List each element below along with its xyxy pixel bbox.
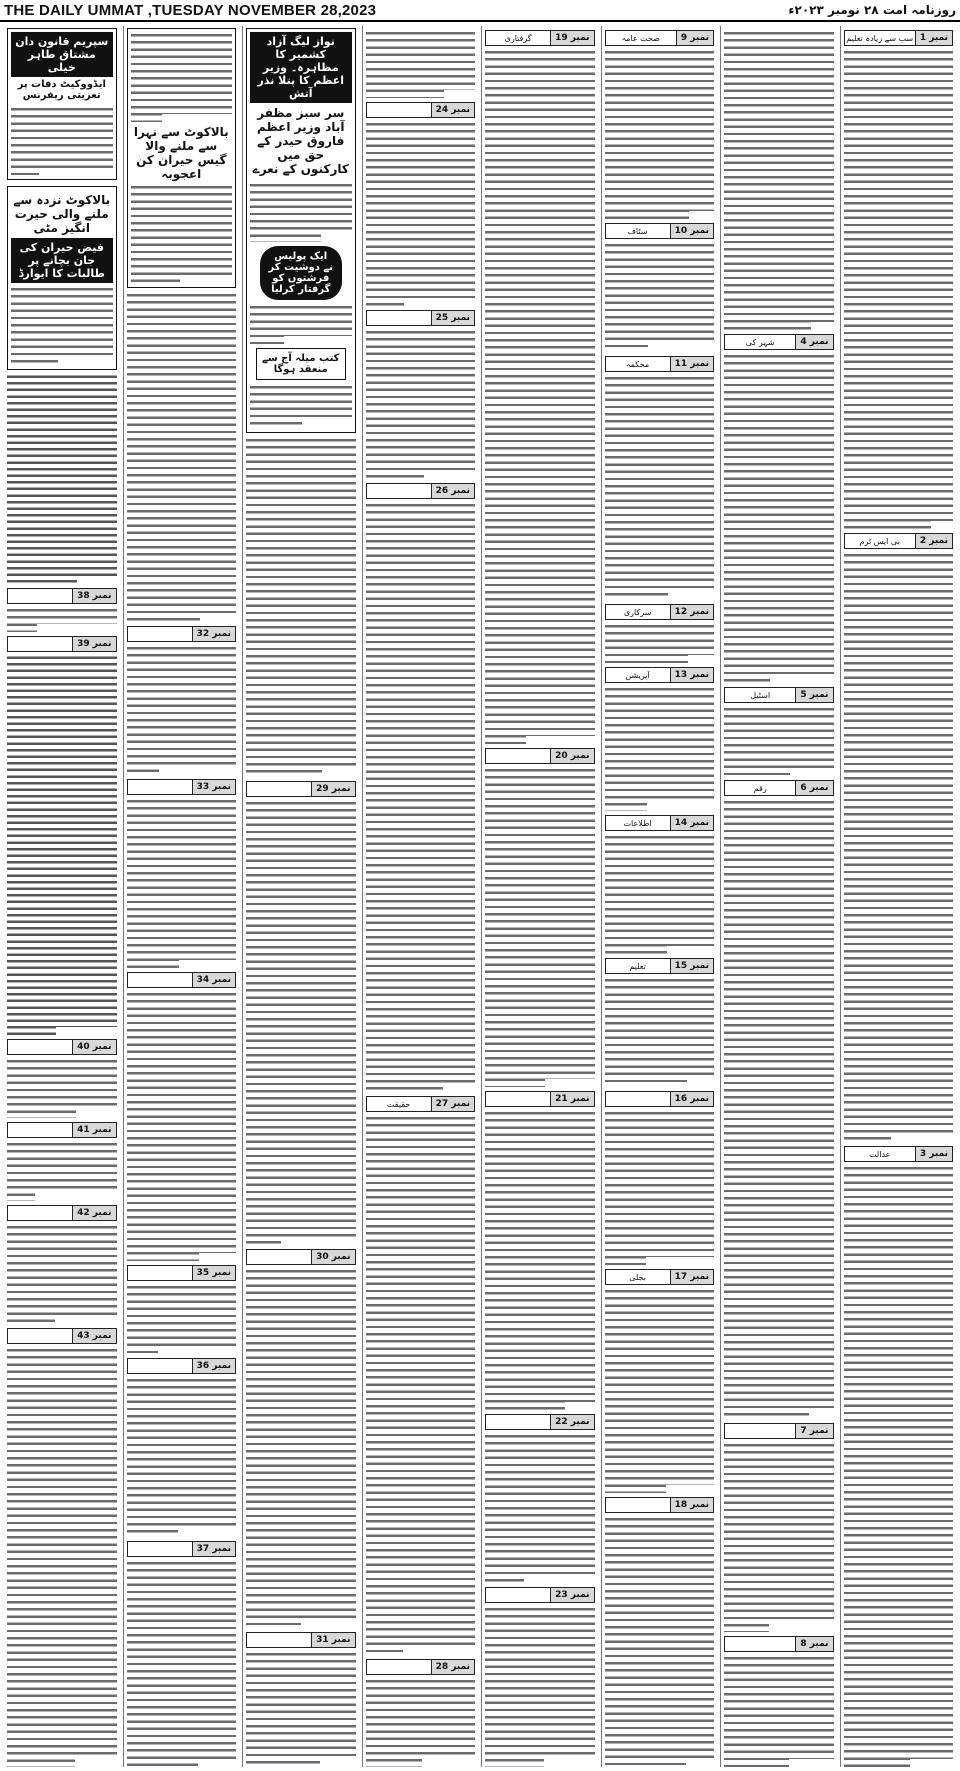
section-header (485, 1091, 595, 1107)
section-subtitle (486, 749, 550, 763)
column-8 (4, 26, 120, 1767)
section-number: نمبر 29 (311, 782, 354, 796)
section-header (605, 958, 715, 974)
article-text (250, 384, 352, 429)
paragraph-end (647, 803, 714, 811)
section-header (7, 1328, 117, 1344)
article-text (724, 799, 834, 1419)
headline-box: کتب میلہ آج سے منعقد ہوگا (256, 348, 346, 380)
section-header (485, 748, 595, 764)
masthead (0, 0, 960, 22)
paragraph-end (37, 624, 117, 632)
headline-block (7, 186, 117, 370)
section-subtitle: رقم (753, 783, 767, 793)
section-number: نمبر 6 (795, 781, 832, 795)
paragraph-end (686, 1759, 714, 1767)
article-text (127, 645, 237, 775)
paragraph-end (646, 1257, 714, 1265)
section-subtitle (367, 103, 431, 117)
paragraph-end (526, 736, 595, 744)
section-header (844, 1146, 954, 1162)
headline-black-banner: نواز لیگ آزاد کشمیر کا مظاہرہ۔ وزیر اعظم کا پتلا نذر آتش (250, 32, 352, 103)
section-header (7, 1039, 117, 1055)
paragraph-end (545, 1079, 594, 1087)
article-text (7, 1058, 117, 1118)
section-number: نمبر 8 (795, 1637, 832, 1651)
section-number: نمبر 23 (550, 1588, 593, 1602)
section-subtitle: سب سے زیادہ تعلیم (846, 33, 914, 43)
headline-subhead: سر سبز مظفر آباد وزیر اعظم فاروق حیدر کے حق میں کارکنوں کے نعرے (252, 106, 349, 176)
headline-block (127, 28, 237, 288)
section-header (366, 102, 476, 118)
section-number: نمبر 42 (72, 1206, 115, 1220)
section-number: نمبر 13 (670, 668, 713, 682)
section-subtitle (8, 1040, 72, 1054)
section-number: نمبر 37 (192, 1542, 235, 1556)
paragraph-end (789, 1759, 834, 1767)
paragraph-end (200, 614, 236, 622)
article-text (250, 304, 352, 344)
section-number: نمبر 38 (72, 589, 115, 603)
english-title: THE DAILY UMMAT ,TUESDAY NOVEMBER 28,2023 (4, 1, 377, 19)
paragraph-end (444, 90, 475, 98)
article-text (844, 552, 954, 1142)
section-header (844, 30, 954, 46)
paragraph-end (422, 1759, 475, 1767)
article-text (724, 353, 834, 683)
article-text (605, 834, 715, 954)
paragraph-end (931, 521, 953, 529)
section-number: نمبر 33 (192, 780, 235, 794)
section-header (7, 1122, 117, 1138)
section-number: نمبر 19 (550, 31, 593, 45)
article-text (127, 991, 237, 1261)
section-number: نمبر 32 (192, 627, 235, 641)
section-header (366, 310, 476, 326)
article-text (246, 800, 356, 1245)
section-number: نمبر 15 (670, 959, 713, 973)
section-number: نمبر 2 (915, 534, 952, 548)
section-number: نمبر 27 (431, 1097, 474, 1111)
article-text (246, 1268, 356, 1628)
section-subtitle: عدالت (868, 1149, 891, 1159)
section-header (127, 1541, 237, 1557)
paragraph-end (770, 675, 834, 683)
section-header (246, 1632, 356, 1648)
paragraph-end (809, 1411, 833, 1419)
paragraph-end (75, 1759, 117, 1767)
paragraph-end (159, 767, 236, 775)
column-7 (123, 26, 240, 1767)
section-subtitle (128, 627, 192, 641)
section-number: نمبر 17 (670, 1270, 713, 1284)
article-text (844, 1165, 954, 1767)
paragraph-end (403, 1647, 475, 1655)
section-subtitle (8, 1206, 72, 1220)
section-number: نمبر 25 (431, 311, 474, 325)
column-6 (242, 26, 359, 1767)
article-text (366, 329, 476, 479)
section-subtitle (247, 1250, 311, 1264)
section-number: نمبر 43 (72, 1329, 115, 1343)
paragraph-end (668, 592, 714, 600)
article-text (127, 292, 237, 622)
section-number: نمبر 26 (431, 484, 474, 498)
paragraph-end (162, 114, 232, 122)
article-text (366, 1115, 476, 1655)
urdu-title: روزنامہ امت ۲۸ نومبر ۲۰۲۳ء (788, 3, 956, 17)
section-subtitle (486, 1588, 550, 1602)
section-number: نمبر 24 (431, 103, 474, 117)
article-text (605, 623, 715, 663)
section-header (724, 780, 834, 796)
newspaper-page (4, 26, 956, 1767)
section-number: نمبر 1 (915, 31, 952, 45)
article-text (605, 1288, 715, 1493)
section-header (127, 1265, 237, 1281)
headline-center: بالاکوٹ سے نہرا سے ملنے والا گیس حیران کن اعجوبہ (133, 125, 229, 181)
section-subtitle (8, 637, 72, 651)
article-text (7, 1347, 117, 1767)
section-subtitle (367, 1660, 431, 1674)
paragraph-end (77, 576, 116, 584)
article-text (605, 49, 715, 219)
article-text (127, 1284, 237, 1354)
section-subtitle (606, 1498, 670, 1512)
paragraph-end (199, 1253, 236, 1261)
article-text (485, 1433, 595, 1583)
column-3 (601, 26, 718, 1767)
section-number: نمبر 10 (670, 224, 713, 238)
paragraph-end (179, 960, 236, 968)
section-header (605, 30, 715, 46)
article-text (605, 1110, 715, 1265)
section-subtitle (486, 1415, 550, 1429)
paragraph-end (524, 1575, 594, 1583)
paragraph-end (565, 1402, 595, 1410)
article-text (11, 286, 113, 366)
section-header (127, 972, 237, 988)
paragraph-end (55, 1316, 116, 1324)
section-header (127, 1358, 237, 1374)
paragraph-end (443, 1084, 475, 1092)
section-number: نمبر 9 (676, 31, 713, 45)
paragraph-end (891, 1134, 953, 1142)
paragraph-end (178, 1529, 236, 1537)
section-subtitle: سرکاری (623, 607, 652, 617)
section-subtitle (606, 1092, 670, 1106)
section-header (605, 1497, 715, 1513)
section-subtitle: آپریشن (625, 670, 650, 680)
section-header (246, 781, 356, 797)
section-subtitle (128, 973, 192, 987)
section-number: نمبر 41 (72, 1123, 115, 1137)
section-header (7, 1205, 117, 1221)
article-text (724, 1655, 834, 1767)
section-number: نمبر 34 (192, 973, 235, 987)
section-header (7, 588, 117, 604)
article-text (250, 182, 352, 242)
column-1 (840, 26, 957, 1767)
section-subtitle (367, 484, 431, 498)
article-text (724, 30, 834, 330)
paragraph-end (424, 471, 475, 479)
section-header (724, 1636, 834, 1652)
paragraph-end (158, 1346, 236, 1354)
section-header (605, 1269, 715, 1285)
section-number: نمبر 39 (72, 637, 115, 651)
article-text (366, 1678, 476, 1767)
section-header (724, 334, 834, 350)
article-text (7, 655, 117, 1035)
column-2 (720, 26, 837, 1767)
paragraph-end (811, 322, 834, 330)
headline-black-banner: فیض حیران کی جان بچانے پر طالبات کا ایوارڈ (11, 238, 113, 283)
headline-black-banner: سپریم قانون دان مشتاق طاہر خیلی (11, 32, 113, 77)
article-text (127, 798, 237, 968)
article-text (485, 49, 595, 744)
section-header (7, 636, 117, 652)
paragraph-end (322, 769, 356, 777)
article-text (724, 1442, 834, 1632)
article-text (366, 30, 476, 98)
section-subtitle: گرفتاری (504, 33, 532, 43)
section-header (724, 687, 834, 703)
paragraph-end (689, 211, 714, 219)
section-header (366, 483, 476, 499)
headline-subhead: ایڈووکیٹ دفات پر تعزیتی ریفرنس (17, 79, 106, 101)
article-text (131, 32, 233, 122)
section-number: نمبر 7 (795, 1424, 832, 1438)
section-number: نمبر 22 (550, 1415, 593, 1429)
section-header (605, 667, 715, 683)
section-subtitle: تعلیم (629, 961, 646, 971)
section-number: نمبر 31 (311, 1633, 354, 1647)
section-header (127, 626, 237, 642)
section-subtitle: سٹاف (627, 226, 648, 236)
section-number: نمبر 28 (431, 1660, 474, 1674)
section-subtitle: حقیقت (386, 1099, 411, 1109)
column-4 (481, 26, 598, 1767)
article-text (246, 437, 356, 777)
article-text (7, 607, 117, 632)
article-text (127, 1377, 237, 1537)
article-text (485, 1606, 595, 1767)
paragraph-end (667, 946, 714, 954)
section-number: نمبر 14 (670, 816, 713, 830)
paragraph-end (39, 168, 112, 176)
article-text (605, 242, 715, 352)
section-header (724, 1423, 834, 1439)
section-subtitle (8, 589, 72, 603)
article-text (7, 1224, 117, 1324)
section-header (127, 779, 237, 795)
paragraph-end (302, 421, 352, 429)
paragraph-end (688, 655, 714, 663)
section-header (605, 1091, 715, 1107)
section-number: نمبر 3 (915, 1147, 952, 1161)
section-subtitle (725, 1637, 795, 1651)
section-subtitle: صحت عامہ (621, 33, 660, 43)
section-subtitle (725, 1424, 795, 1438)
paragraph-end (544, 1759, 594, 1767)
article-text (605, 375, 715, 600)
article-text (724, 706, 834, 776)
paragraph-end (76, 1110, 117, 1118)
paragraph-end (58, 358, 113, 366)
article-text (605, 977, 715, 1087)
paragraph-end (301, 1620, 356, 1628)
section-number: نمبر 11 (670, 357, 713, 371)
paragraph-end (321, 234, 351, 242)
section-number: نمبر 5 (795, 688, 832, 702)
paragraph-end (35, 1193, 116, 1201)
paragraph-end (281, 1237, 355, 1245)
paragraph-end (648, 344, 714, 352)
section-header (485, 1587, 595, 1603)
paragraph-end (687, 1079, 714, 1087)
paragraph-end (404, 298, 475, 306)
paragraph-end (666, 1485, 714, 1493)
article-text (131, 184, 233, 284)
article-text (366, 502, 476, 1092)
article-text (485, 767, 595, 1087)
section-subtitle (128, 780, 192, 794)
article-text (11, 106, 113, 176)
section-number: نمبر 20 (550, 749, 593, 763)
section-subtitle (486, 1092, 550, 1106)
paragraph-end (180, 276, 232, 284)
section-subtitle: اطلاعات (623, 818, 652, 828)
section-subtitle: بی ایس ٹرم (859, 536, 900, 546)
paragraph-end (284, 336, 352, 344)
section-subtitle (128, 1359, 192, 1373)
section-subtitle (247, 1633, 311, 1647)
article-text (844, 49, 954, 529)
section-number: نمبر 18 (670, 1498, 713, 1512)
article-text (7, 1141, 117, 1201)
section-header (485, 30, 595, 46)
article-text (246, 1651, 356, 1767)
section-number: نمبر 30 (311, 1250, 354, 1264)
headline-block (246, 28, 356, 433)
section-subtitle: شہر کی (745, 337, 775, 347)
paragraph-end (790, 768, 834, 776)
section-subtitle (8, 1123, 72, 1137)
section-number: نمبر 4 (795, 335, 832, 349)
section-number: نمبر 35 (192, 1266, 235, 1280)
headline-bold: بالاکوٹ نزدہ سے ملنے والی حیرت انگیز مٹی (13, 193, 111, 235)
section-header (605, 356, 715, 372)
section-subtitle: بجلی (629, 1272, 646, 1282)
section-subtitle (8, 1329, 72, 1343)
article-text (127, 1560, 237, 1767)
section-header (246, 1249, 356, 1265)
section-subtitle (128, 1542, 192, 1556)
article-text (366, 121, 476, 306)
section-header (366, 1659, 476, 1675)
section-subtitle (247, 782, 311, 796)
paragraph-end (198, 1759, 236, 1767)
article-text (485, 1110, 595, 1410)
paragraph-end (56, 1027, 116, 1035)
section-subtitle: محکمہ (625, 359, 650, 369)
article-text (7, 374, 117, 584)
article-text (605, 1516, 715, 1767)
headline-oval-banner: ایک پولیس نے دوشیت کر فرشتوں کو گرفتار کرلیا (260, 246, 342, 300)
section-subtitle (367, 311, 431, 325)
paragraph-end (910, 1759, 953, 1767)
section-number: نمبر 21 (550, 1092, 593, 1106)
section-number: نمبر 40 (72, 1040, 115, 1054)
section-header (844, 533, 954, 549)
column-5 (362, 26, 479, 1767)
paragraph-end (320, 1759, 355, 1767)
section-number: نمبر 16 (670, 1092, 713, 1106)
section-header (366, 1096, 476, 1112)
section-header (605, 815, 715, 831)
section-header (605, 604, 715, 620)
article-text (605, 686, 715, 811)
section-number: نمبر 36 (192, 1359, 235, 1373)
section-header (605, 223, 715, 239)
paragraph-end (769, 1624, 834, 1632)
headline-block (7, 28, 117, 180)
section-subtitle: اسٹیل (750, 690, 771, 700)
section-number: نمبر 12 (670, 605, 713, 619)
section-header (485, 1414, 595, 1430)
section-subtitle (128, 1266, 192, 1280)
